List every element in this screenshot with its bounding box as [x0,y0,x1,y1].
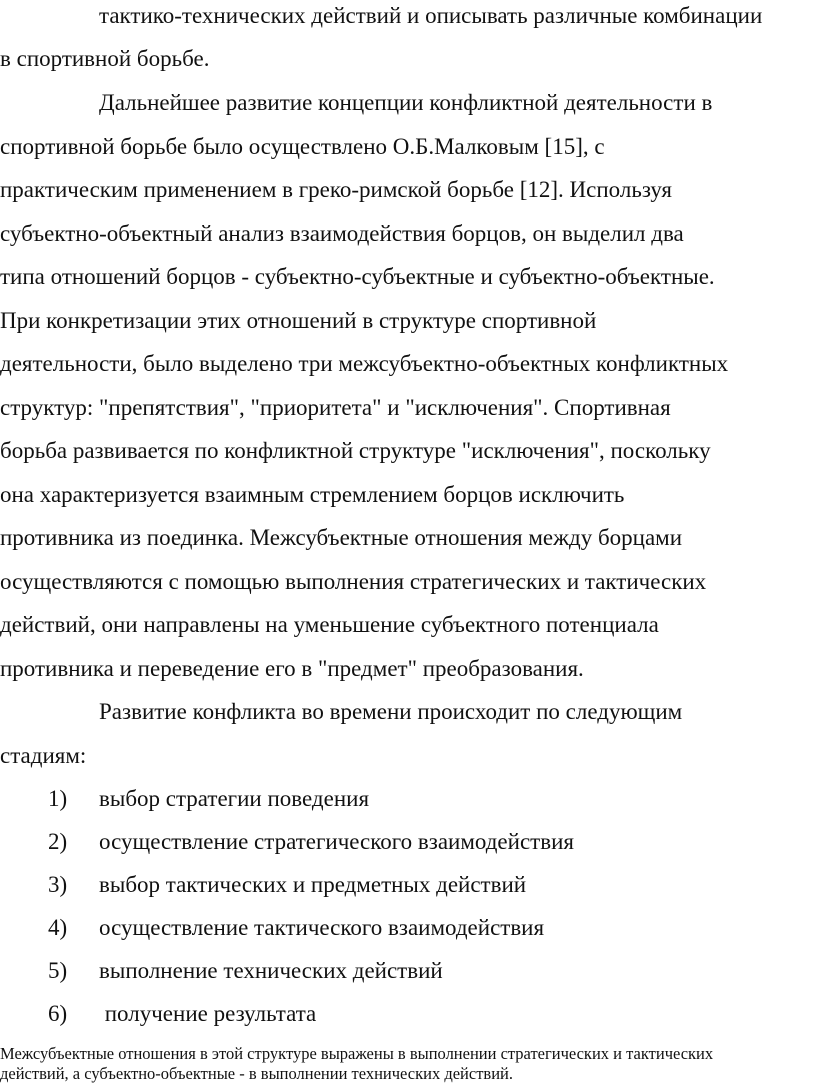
text-line: типа отношений борцов - субъектно-субъектные и субъектно-объектные. [0,264,715,289]
text-line: При конкретизации этих отношений в структуре спортивной [0,308,597,333]
text-line: борьба развивается по конфликтной структуре "исключения", поскольку [0,438,711,463]
list-item-text: выбор стратегии поведения [99,786,370,811]
text-line: Дальнейшее развитие концепции конфликтной деятельности в [99,90,713,115]
text-line: структур: "препятствия", "приоритета" и "исключения". Спортивная [0,395,671,420]
text-line: деятельности, было выделено три межсубъектно-объектных конфликтных [0,351,729,376]
text-line: стадиям: [0,743,87,768]
list-item-text: выбор тактических и предметных действий [99,872,527,897]
list-item-text: осуществление тактического взаимодействия [99,915,545,940]
list-item-number: 6) [48,1001,68,1026]
text-line: противника и переведение его в "предмет" преобразования. [0,656,584,681]
text-line: противника из поединка. Межсубъектные отношения между борцами [0,525,683,550]
text-line: в спортивной борьбе. [0,46,210,71]
text-line: Развитие конфликта во времени происходит по следующим [99,699,683,724]
list-item-number: 5) [48,958,68,983]
text-line: действий, они направлены на уменьшение субъектного потенциала [0,612,659,637]
footnote-line: Межсубъектные отношения в этой структуре выражены в выполнении стратегических и тактических [0,1044,714,1063]
list-item-text: осуществление стратегического взаимодействия [99,829,574,854]
list-item-number: 1) [48,786,68,811]
text-line: субъектно-объектный анализ взаимодействия борцов, он выделил два [0,221,684,246]
text-line: спортивной борьбе было осуществлено О.Б.Малковым [15], с [0,134,605,159]
list-item-text: получение результата [99,1001,317,1026]
text-line: практическим применением в греко-римской борьбе [12]. Используя [0,177,672,202]
list-item-number: 4) [48,915,68,940]
list-item-number: 3) [48,872,68,897]
footnote-line: действий, а субъектно-объектные - в выполнении технических действий. [0,1064,513,1083]
list-item-number: 2) [48,829,68,854]
text-line: тактико-технических действий и описывать различные комбинации [99,3,763,28]
list-item-text: выполнение технических действий [99,958,443,983]
text-line: осуществляются с помощью выполнения стратегических и тактических [0,569,707,594]
text-line: она характеризуется взаимным стремлением борцов исключить [0,482,625,507]
